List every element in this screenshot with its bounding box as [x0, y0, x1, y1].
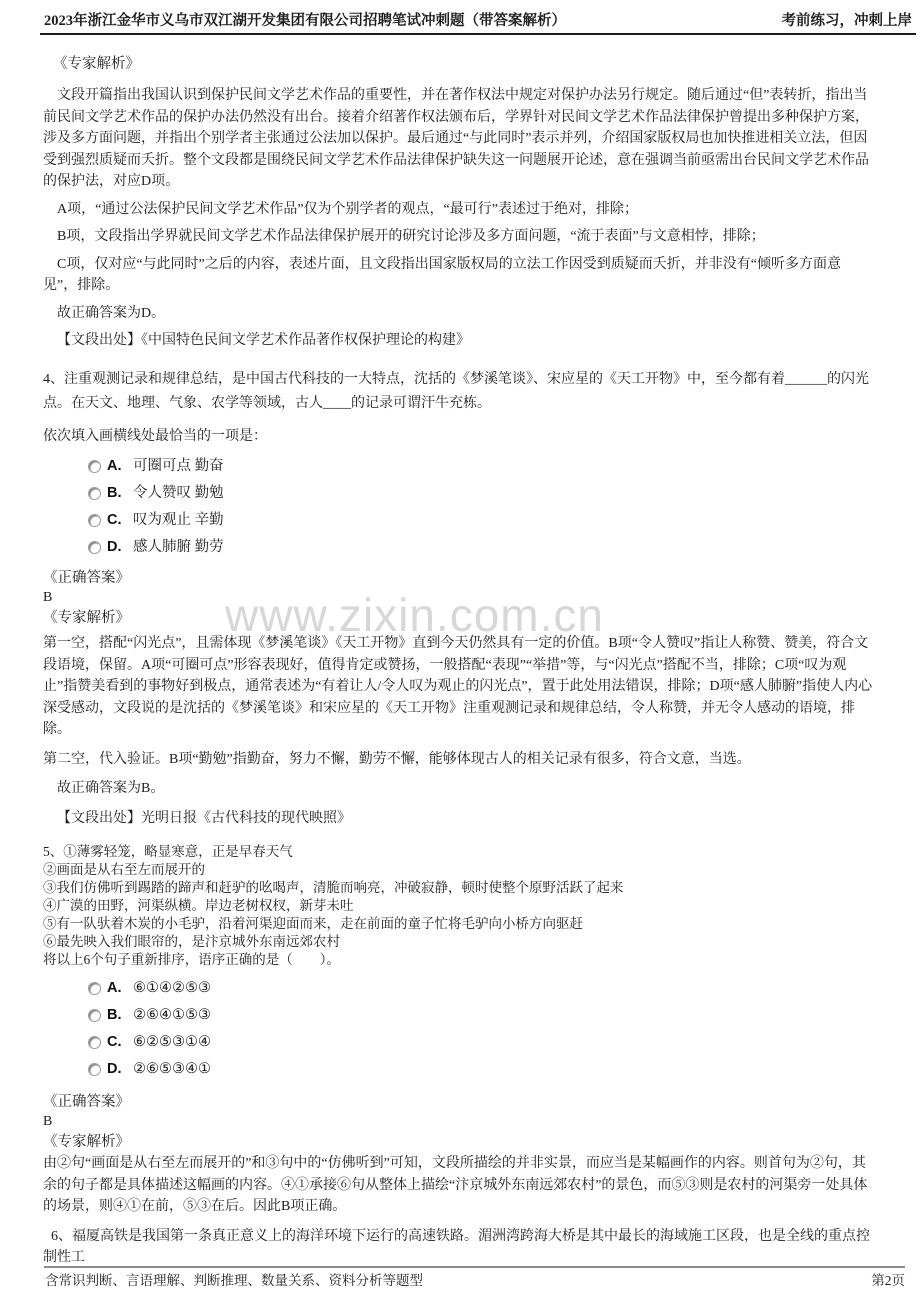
option-letter: A.	[107, 979, 122, 996]
option-c[interactable]	[43, 507, 874, 534]
option-c[interactable]	[43, 1029, 874, 1056]
option-letter: B.	[107, 1006, 122, 1023]
option-letter: B.	[107, 484, 122, 501]
stem-line: 5、①薄雾轻笼，略显寒意，正是早春天气	[43, 844, 293, 859]
correct-answer-letter: B	[43, 590, 53, 605]
option-text: ②⑥④①⑤③	[133, 1006, 211, 1023]
option-b[interactable]	[43, 480, 874, 507]
watermark-text: www.zixin.com.cn	[225, 589, 604, 641]
option-letter: C.	[107, 1033, 122, 1050]
analysis-paragraph: C项，仅对应“与此同时”之后的内容，表述片面，且文段指出国家版权局的立法工作因受到质疑而夭折，并非没有“倾听多方面意见”，排除。	[43, 256, 841, 293]
radio-button-icon[interactable]	[88, 982, 101, 995]
option-b[interactable]	[43, 1002, 874, 1029]
header-slogan: 考前练习，冲刺上岸	[781, 13, 912, 29]
expert-analysis-heading: 《专家解析》	[43, 1134, 130, 1150]
option-d[interactable]	[43, 534, 874, 561]
page-footer	[45, 1272, 905, 1290]
stem-line: ④广漠的田野，河渠纵横。岸边老树权杈，新芽未吐	[43, 898, 354, 913]
expert-analysis-heading: 《专家解析》	[43, 610, 130, 626]
expert-analysis-heading: 《专家解析》	[53, 56, 140, 72]
question-4-stem: 4、注重观测记录和规律总结，是中国古代科技的一大特点，沈括的《梦溪笔谈》、宋应星的《天工开物》中，至今都有着______的闪光点。在天文、地理、气象、农学等领域，古人____的记录可谓汗牛充栋。	[43, 371, 869, 411]
source-line: 【文段出处】光明日报《古代科技的现代映照》	[57, 810, 351, 826]
option-text: ⑥①④②⑤③	[133, 979, 211, 996]
document-title: 2023年浙江金华市义乌市双江湖开发集团有限公司招聘笔试冲刺题（带答案解析）	[44, 13, 566, 29]
option-text: 感人肺腑 勤劳	[133, 538, 224, 555]
analysis-paragraph: 文段开篇指出我国认识到保护民间文学艺术作品的重要性，并在著作权法中规定对保护办法另行规定。随后通过“但”表转折，指出当前民间文学艺术作品的保护办法仍然没有出台。接着介绍著作权法颁布后，学界针对民间文学艺术作品法律保护曾提出多种保护方案，涉及多方面问题，并指出个别学者主张通过公法加以保护。最后通过“与此同时”表示并列，介绍国家版权局也加快推进相关立法，但因受到强烈质疑而夭折。整个文段都是围绕民间文学艺术作品法律保护缺失这一问题展开论述，意在强调当前亟需出台民间文学艺术作品的保护法，对应D项。	[43, 88, 869, 189]
analysis-paragraph: 由②句“画面是从右至左而展开的”和③句中的“仿佛听到”可知，文段所描绘的并非实景，而应当是某幅画作的内容。则首句为②句，其余的句子都是具体描述这幅画的内容。④①承接⑥句从整体上描绘“汴京城外东南远郊农村”的景色，而⑤③则是农村的河渠旁一处具体的场景，则④①在前，⑤③在后。因此B项正确。	[43, 1156, 868, 1214]
question-5-options	[43, 975, 874, 1083]
radio-button-icon[interactable]	[88, 1063, 101, 1076]
option-letter: C.	[107, 511, 122, 528]
question-6-stem: 6、福厦高铁是我国第一条真正意义上的海洋环境下运行的高速铁路。湄洲湾跨海大桥是其中最长的海域施工区段，也是全线的重点控制性工	[43, 1228, 870, 1265]
stem-line: ⑤有一队驮着木炭的小毛驴，沿着河渠迎面而来，走在前面的童子忙将毛驴向小桥方向驱赶	[43, 916, 583, 931]
page-number: 第2页	[871, 1273, 905, 1288]
radio-button-icon[interactable]	[88, 460, 101, 473]
option-a[interactable]	[43, 453, 874, 480]
analysis-paragraph: B项，文段指出学界就民间文学艺术作品法律保护展开的研究讨论涉及多方面问题，“流于表面”与文意相悖，排除；	[57, 229, 765, 244]
question-5-stem	[43, 843, 874, 969]
question-4-options	[43, 453, 874, 561]
option-letter: D.	[107, 1060, 122, 1077]
stem-line: ⑥最先映入我们眼帘的，是汴京城外东南远郊农村	[43, 934, 340, 949]
option-text: ②⑥⑤③④①	[133, 1060, 211, 1077]
correct-answer-letter: B	[43, 1114, 53, 1129]
option-d[interactable]	[43, 1056, 874, 1083]
analysis-paragraph: 第二空，代入验证。B项“勤勉”指勤奋，努力不懈，勤劳不懈，能够体现古人的相关记录有很多，符合文意，当选。	[43, 751, 751, 767]
correct-answer-line: 故正确答案为B。	[57, 781, 165, 796]
analysis-paragraph: A项，“通过公法保护民间文学艺术作品”仅为个别学者的观点，“最可行”表述过于绝对，排除；	[57, 201, 638, 217]
radio-button-icon[interactable]	[88, 1036, 101, 1049]
analysis-paragraph: 第一空，搭配“闪光点”，且需体现《梦溪笔谈》《天工开物》直到今天仍然具有一定的价值。B项“令人赞叹”指让人称赞、赞美，符合文段语境，保留。A项“可圈可点”形容表现好，值得肯定或赞扬，一般搭配“表现”“举措”等，与“闪光点”搭配不当，排除；C项“叹为观止”指赞美看到的事物好到极点，通常表述为“有着让人/令人叹为观止的闪光点”，置于此处用法错误，排除；D项“感人肺腑”指使人内心深受感动，文段说的是沈括的《梦溪笔谈》和宋应星的《天工开物》注重观测记录和规律总结，令人称赞，并无令人感动的语境，排除。	[43, 636, 873, 737]
correct-answer-heading: 《正确答案》	[43, 570, 130, 586]
radio-button-icon[interactable]	[88, 1009, 101, 1022]
option-letter: A.	[107, 457, 122, 474]
option-text: 可圈可点 勤奋	[133, 457, 224, 474]
source-line: 【文段出处】《中国特色民间文学艺术作品著作权保护理论的构建》	[57, 333, 470, 348]
option-text: 令人赞叹 勤勉	[133, 484, 224, 501]
stem-line: 将以上6个句子重新排序，语序正确的是（ ）。	[43, 952, 340, 967]
option-text: ⑥②⑤③①④	[133, 1033, 211, 1050]
correct-answer-line: 故正确答案为D。	[57, 305, 166, 321]
radio-button-icon[interactable]	[88, 514, 101, 527]
radio-button-icon[interactable]	[88, 487, 101, 500]
correct-answer-heading: 《正确答案》	[43, 1094, 130, 1110]
question-4-prompt: 依次填入画横线处最恰当的一项是：	[43, 428, 267, 444]
option-letter: D.	[107, 538, 122, 555]
stem-line: ②画面是从右至左而展开的	[43, 862, 205, 877]
option-a[interactable]	[43, 975, 874, 1002]
footer-note: 含常识判断、言语理解、判断推理、数量关系、资料分析等题型	[45, 1273, 423, 1288]
option-text: 叹为观止 辛勤	[133, 511, 224, 528]
radio-button-icon[interactable]	[88, 541, 101, 554]
stem-line: ③我们仿佛听到踢踏的蹄声和赶驴的吆喝声，清脆而响亮，冲破寂静，顿时使整个原野活跃了起来	[43, 880, 624, 895]
